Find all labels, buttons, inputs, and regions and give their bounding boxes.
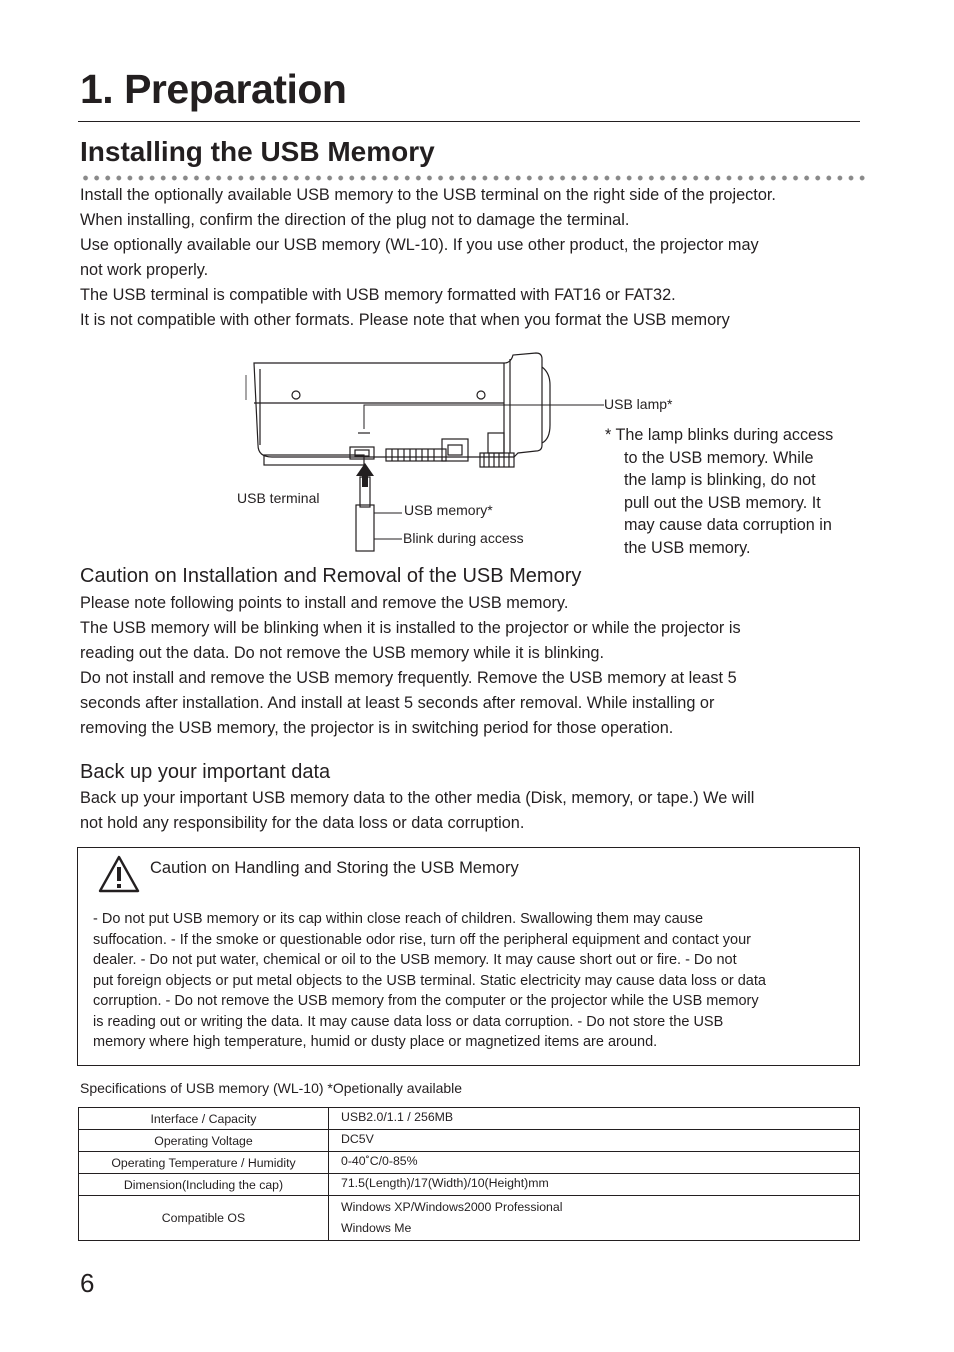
projector-usb-illustration <box>236 345 608 560</box>
intro-line: It is not compatible with other formats. Please note that when you format the USB memory <box>80 311 730 329</box>
backup-heading: Back up your important data <box>80 761 331 783</box>
backup-paragraph <box>80 786 870 836</box>
lamp-note-line: * The lamp blinks during access <box>605 426 834 444</box>
intro-paragraph <box>80 183 870 333</box>
caution-box-line: corruption. - Do not remove the USB memory from the computer or the projector while the USB memory <box>93 993 759 1009</box>
usb-memory-label: USB memory* <box>404 502 493 518</box>
caution-box-text <box>93 909 853 1053</box>
usb-terminal-label: USB terminal <box>237 490 320 506</box>
intro-line: Use optionally available our USB memory (WL-10). If you use other product, the projector may <box>80 236 759 254</box>
dotted-divider <box>80 175 868 181</box>
backup-line: Back up your important USB memory data to the other media (Disk, memory, or tape.) We will <box>80 789 755 807</box>
lamp-note-line: to the USB memory. While <box>624 448 814 467</box>
spec-label: Operating Temperature / Humidity <box>79 1152 329 1174</box>
caution-install-line: The USB memory will be blinking when it is installed to the projector or while the projector is <box>80 619 741 637</box>
caution-install-paragraph <box>80 591 870 741</box>
lamp-note-line: the lamp is blinking, do not <box>624 471 816 490</box>
table-row <box>79 1152 860 1174</box>
lamp-note-line: the USB memory. <box>624 538 751 557</box>
spec-caption: Specifications of USB memory (WL-10) *Opetionally available <box>80 1080 463 1096</box>
caution-box-title: Caution on Handling and Storing the USB Memory <box>150 859 519 877</box>
intro-line: Install the optionally available USB memory to the USB terminal on the right side of the projector. <box>80 186 776 204</box>
intro-line: not work properly. <box>80 261 209 279</box>
caution-install-line: seconds after installation. And install at least 5 seconds after removal. While installing or <box>80 694 715 712</box>
caution-install-line: removing the USB memory, the projector is in switching period for those operation. <box>80 719 674 737</box>
blink-label: Blink during access <box>403 530 524 546</box>
spec-value: Windows XP/Windows2000 Professional <box>341 1200 563 1214</box>
section-title: Installing the USB Memory <box>80 136 435 167</box>
warning-triangle-icon <box>97 854 141 894</box>
caution-install-heading: Caution on Installation and Removal of the USB Memory <box>80 565 582 587</box>
table-row <box>79 1174 860 1196</box>
spec-value: 0-40˚C/0-85% <box>329 1152 860 1174</box>
spec-label: Compatible OS <box>79 1196 329 1241</box>
caution-box-line: memory where high temperature, humid or dusty place or magnetized items are around. <box>93 1034 658 1050</box>
spec-value: Windows Me <box>341 1221 412 1235</box>
spec-value: 71.5(Length)/17(Width)/10(Height)mm <box>329 1174 860 1196</box>
caution-box-line: - Do not put USB memory or its cap within close reach of children. Swallowing them may cause <box>93 911 704 927</box>
chapter-rule <box>78 121 860 122</box>
caution-install-line: Please note following points to install and remove the USB memory. <box>80 594 569 612</box>
spec-label: Dimension(Including the cap) <box>79 1174 329 1196</box>
usb-lamp-label: USB lamp* <box>604 396 673 412</box>
lamp-note-line: may cause data corruption in <box>624 516 832 535</box>
spec-label: Interface / Capacity <box>79 1108 329 1130</box>
table-row <box>79 1108 860 1130</box>
lamp-note-line: pull out the USB memory. It <box>624 493 821 512</box>
caution-box-line: put foreign objects or put metal objects to the USB terminal. Static electricity may cause data loss or data <box>93 972 766 989</box>
spec-value: DC5V <box>329 1130 860 1152</box>
intro-line: When installing, confirm the direction of the plug not to damage the terminal. <box>80 211 630 229</box>
lamp-note <box>605 424 870 560</box>
spec-value-os <box>329 1196 860 1241</box>
caution-box-line: is reading out or writing the data. It may cause data loss or data corruption. - Do not store the USB <box>93 1013 724 1030</box>
spec-label: Operating Voltage <box>79 1130 329 1152</box>
spec-table <box>78 1107 860 1241</box>
chapter-title: 1. Preparation <box>80 66 347 112</box>
backup-line: not hold any responsibility for the data loss or data corruption. <box>80 814 525 832</box>
caution-box-line: dealer. - Do not put water, chemical or oil to the USB memory. It may cause short out or fire. - Do not <box>93 952 737 968</box>
caution-box-line: suffocation. - If the smoke or questionable odor rise, turn off the peripheral equipment and contact your <box>93 931 751 948</box>
intro-line: The USB terminal is compatible with USB memory formatted with FAT16 or FAT32. <box>80 286 676 304</box>
caution-install-line: reading out the data. Do not remove the USB memory while it is blinking. <box>80 644 604 662</box>
table-row <box>79 1130 860 1152</box>
table-row <box>79 1196 860 1241</box>
caution-install-line: Do not install and remove the USB memory frequently. Remove the USB memory at least 5 <box>80 669 737 687</box>
spec-value: USB2.0/1.1 / 256MB <box>329 1108 860 1130</box>
page-number: 6 <box>80 1268 95 1298</box>
